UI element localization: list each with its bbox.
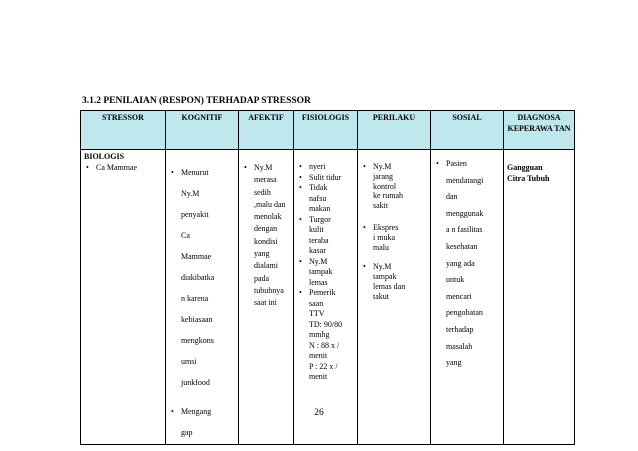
- col-header-perilaku: PERILAKU: [358, 111, 431, 150]
- cell-kognitif: [166, 150, 239, 445]
- section-heading: 3.1.2 PENILAIAN (RESPON) TERHADAP STRESSOR: [82, 96, 311, 106]
- perilaku-item-2: • Ekspres i muka malu: [361, 223, 427, 252]
- cell-sosial: [431, 150, 504, 445]
- perilaku-item-3: • Ny.M tampak lemas dan takut: [361, 262, 427, 301]
- fisiologis-item-5: • Ny.M tampak lemas: [297, 257, 354, 289]
- col-header-kognitif: KOGNITIF: [166, 111, 239, 150]
- fisiologis-item-4: • Turgor kulit teraba kasar: [297, 215, 354, 257]
- fisiologis-item-1: • nyeri: [297, 162, 354, 173]
- fisiologis-item-3: • Tidak nafsu makan: [297, 183, 354, 215]
- cell-diagnosa: [504, 150, 575, 445]
- diagnosa-line-2: Citra Tubuh: [507, 174, 550, 183]
- cell-afektif: [239, 150, 294, 445]
- category-label: BIOLOGIS: [84, 152, 125, 161]
- sosial-item-1: • Pasien mendatangi dan menggunak a n fasilitas kesehatan yang ada untuk mencari pengobatan terhadap masalah yang: [434, 156, 500, 372]
- stressor-item: • Ca Mammae: [84, 162, 162, 173]
- col-header-diagnosa: DIAGNOSA KEPERAWA TAN: [504, 111, 575, 150]
- kognitif-item-1: • Menurut Ny.M penyakit Ca Mammae diakibatka n karena kebiasaan mengkons umsi junkfood: [169, 162, 235, 393]
- col-header-fisiologis: FISIOLOGIS: [294, 111, 358, 150]
- fisiologis-item-6: • Pemerik saan TTV TD: 90/80 mmhg N : 88 x / menit P : 22 x / menit: [297, 288, 354, 383]
- page-number: 26: [314, 408, 324, 418]
- table-row: [81, 150, 575, 445]
- table-header-row: [81, 111, 575, 150]
- stressor-response-table: [80, 110, 575, 445]
- fisiologis-item-2: • Sulit tidur: [297, 173, 354, 184]
- col-header-stressor: STRESSOR: [81, 111, 166, 150]
- cell-fisiologis: [294, 150, 358, 445]
- col-header-afektif: AFEKTIF: [239, 111, 294, 150]
- kognitif-item-2: • Mengang gap: [169, 401, 235, 443]
- col-header-sosial: SOSIAL: [431, 111, 504, 150]
- diagnosa-line-1: Gangguan: [507, 163, 543, 172]
- cell-perilaku: [358, 150, 431, 445]
- perilaku-item-1: • Ny.M jarang kontrol ke rumah sakit: [361, 162, 427, 211]
- cell-stressor: [81, 150, 166, 445]
- afektif-item-1: • Ny.M merasa sedih ,malu dan menolak dengan kondisi yang dialami pada tubuhnya saat ini: [242, 162, 290, 310]
